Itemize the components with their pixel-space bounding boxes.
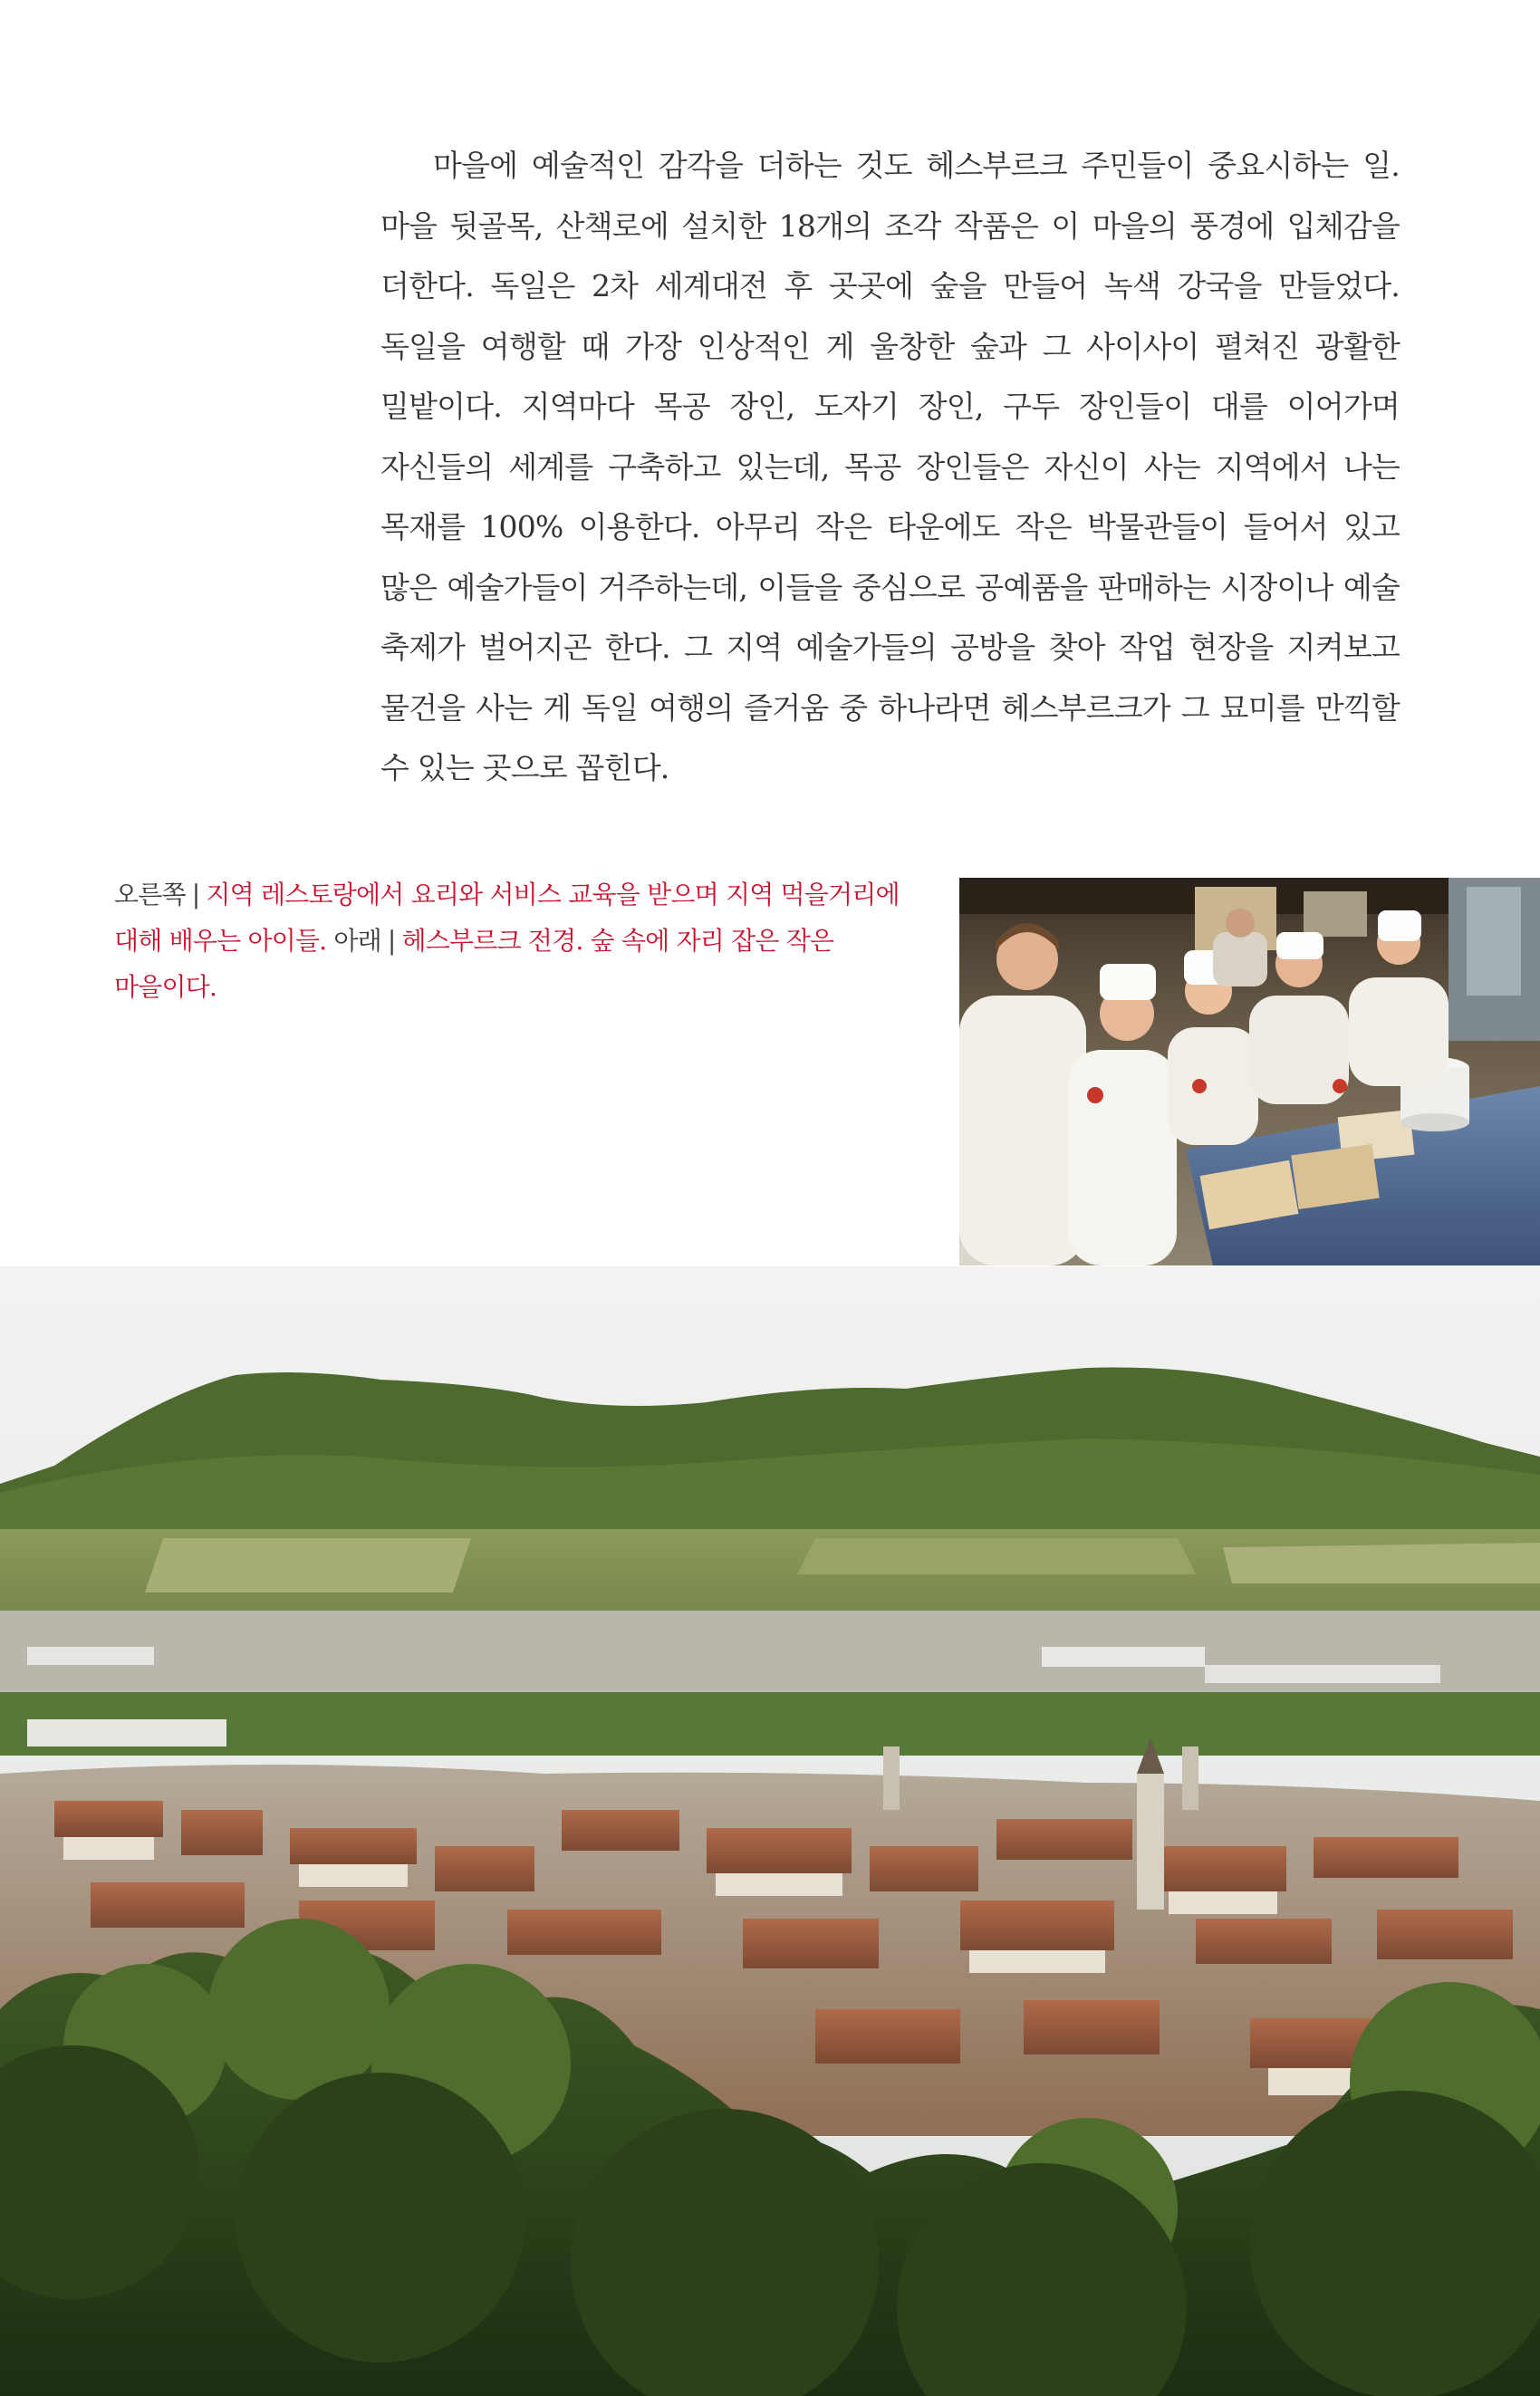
kitchen-children-photo (959, 878, 1540, 1265)
caption-separator: | (387, 926, 396, 956)
caption-label-right: 오른쪽 (114, 880, 186, 909)
caption-label-below: 아래 (333, 926, 381, 956)
caption-separator: | (191, 880, 200, 909)
photo-caption (114, 871, 902, 1010)
caption-text-right: 지역 레스토랑에서 요리와 서비스 교육을 받으며 지역 먹을거리에 대해 배우는 아이들. (114, 880, 900, 956)
town-illustration (0, 1266, 1540, 2396)
article-paragraph: 마을에 예술적인 감각을 더하는 것도 헤스부르크 주민들이 중요시하는 일. 마을 뒷골목, 산책로에 설치한 18개의 조각 작품은 이 마을의 풍경에 입체감을 더한다. 독일은 2차 세계대전 후 곳곳에 숲을 만들어 녹색 강국을 만들었다. 독일을 여행할 때 가장 인상적인 게 울창한 숲과 그 사이사이 펼쳐진 광활한 밀밭이다. 지역마다 목공 장인, 도자기 장인, 구두 장인들이 대를 이어가며 자신들의 세계를 구축하고 있는데, 목공 장인들은 자신이 사는 지역에서 나는 목재를 100% 이용한다. 아무리 작은 타운에도 작은 박물관들이 들어서 있고 많은 예술가들이 거주하는데, 이들을 중심으로 공예품을 판매하는 시장이나 예술 축제가 벌어지곤 한다. 그 지역 예술가들의 공방을 찾아 작업 현장을 지켜보고 물건을 사는 게 독일 여행의 즐거움 중 하나라면 헤스부르크가 그 묘미를 만끽할 수 있는 곳으로 꼽힌다. (380, 148, 1400, 785)
caption-text-below: 헤스부르크 전경. 숲 속에 자리 잡은 작은 마을이다. (114, 926, 834, 1002)
kitchen-illustration (959, 878, 1540, 1265)
town-panorama-photo (0, 1266, 1540, 2396)
